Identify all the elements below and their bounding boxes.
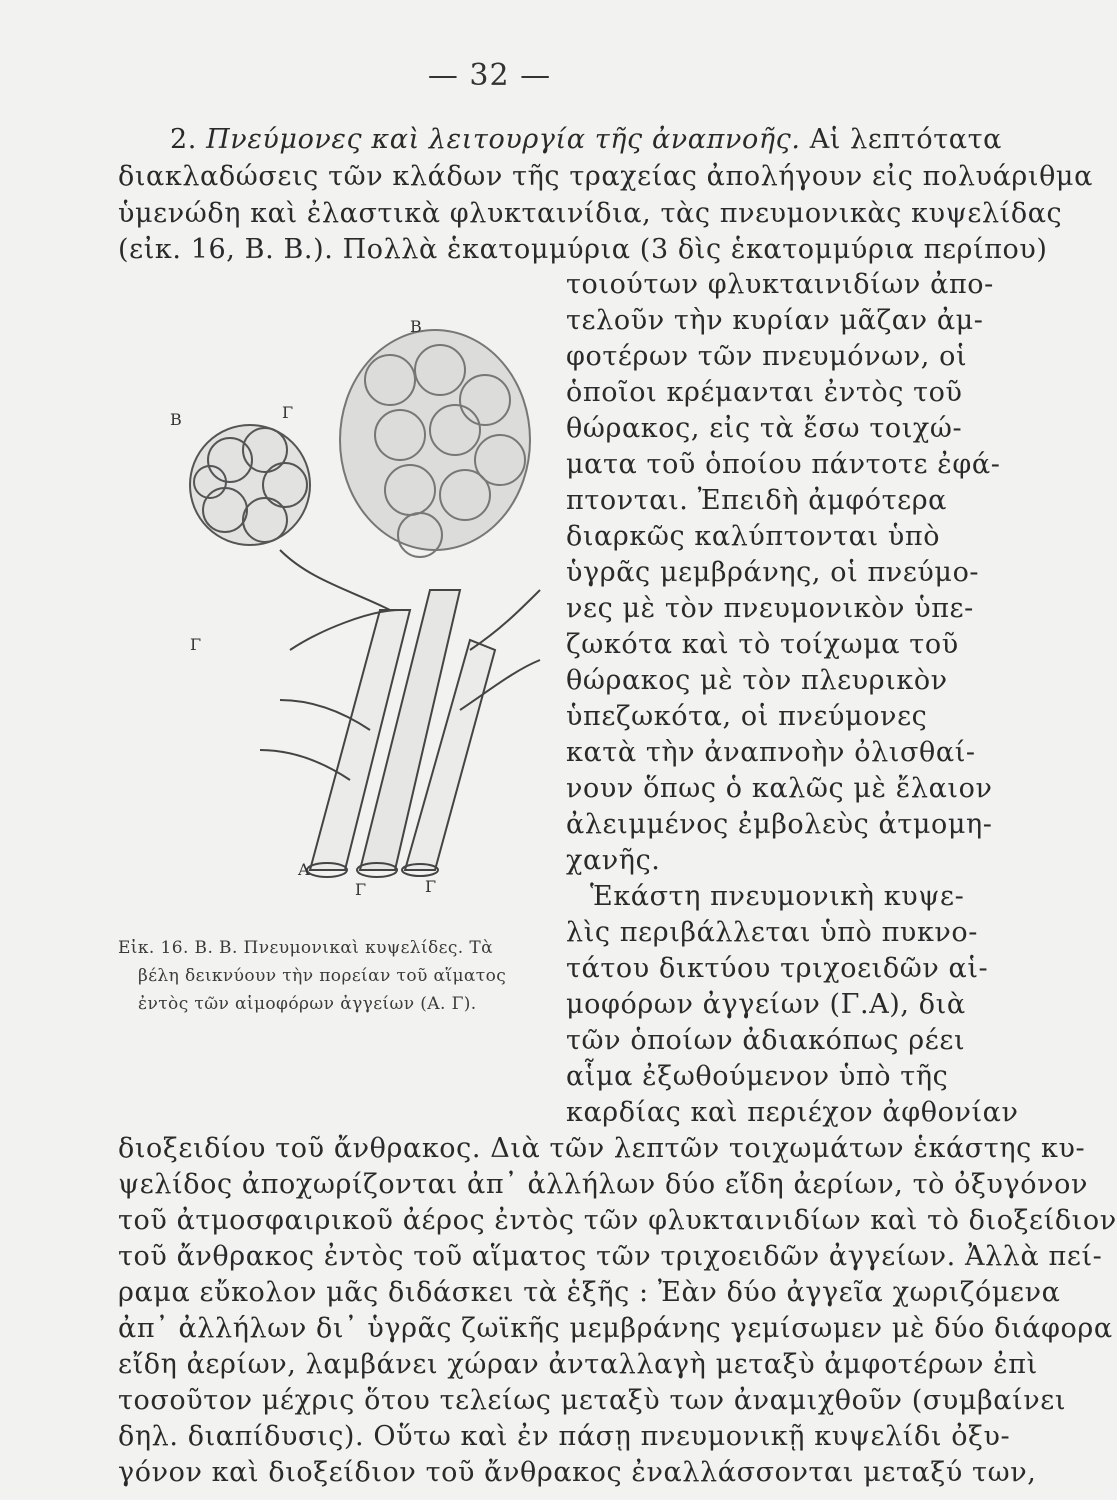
text-line: ὁποῖοι κρέμανται ἐντὸς τοῦ — [566, 377, 963, 408]
figure-label: Γ — [355, 880, 367, 899]
text-line: ζωκότα καὶ τὸ τοίχωμα τοῦ — [566, 629, 959, 660]
alveoli-illustration — [170, 310, 560, 910]
figure-label: Γ — [282, 403, 294, 422]
text-line: καρδίας καὶ περιέχον ἀφθονίαν — [566, 1097, 1019, 1128]
section-heading — [170, 123, 1002, 157]
figure-label: Α — [298, 860, 310, 879]
text-line: δηλ. διαπίδυσις). Οὕτω καὶ ἐν πάσῃ πνευμονικῇ κυψελίδι ὀξυ- — [118, 1421, 1011, 1452]
heading-number: 2. — [170, 124, 197, 155]
text-line: νουν ὅπως ὁ καλῶς μὲ ἔλαιον — [566, 773, 993, 804]
text-line: τοσοῦτον μέχρις ὅτου τελείως μεταξὺ των ἀναμιχθοῦν (συμβαίνει — [118, 1385, 1067, 1416]
text-line: ματα τοῦ ὁποίου πάντοτε ἐφά- — [566, 449, 1001, 480]
figure-caption-line: Εἰκ. 16. Β. Β. Πνευμονικαὶ κυψελίδες. Τὰ — [118, 938, 494, 958]
page-number: — 32 — — [427, 58, 552, 93]
text-line: κατὰ τὴν ἀναπνοὴν ὀλισθαί- — [566, 737, 976, 768]
text-line: γόνον καὶ διοξείδιον τοῦ ἄνθρακος ἐναλλάσσονται μεταξύ των, — [118, 1457, 1037, 1488]
text-line: θώρακος, εἰς τὰ ἔσω τοιχώ- — [566, 413, 963, 444]
text-line: τῶν ὁποίων ἀδιακόπως ρέει — [566, 1025, 966, 1056]
text-line: τάτου δικτύου τριχοειδῶν αἱ- — [566, 953, 989, 984]
text-line: (εἰκ. 16, Β. Β.). Πολλὰ ἑκατομμύρια (3 δὶς ἑκατομμύρια περίπου) — [118, 234, 1048, 265]
text-line: ἀλειμμένος ἐμβολεὺς ἀτμομη- — [566, 809, 993, 840]
text-line: διακλαδώσεις τῶν κλάδων τῆς τραχείας ἀπολήγουν εἰς πολυάριθμα — [118, 161, 1093, 192]
text-line: νες μὲ τὸν πνευμονικὸν ὑπε- — [566, 593, 974, 624]
text-line: φοτέρων τῶν πνευμόνων, οἱ — [566, 341, 968, 372]
alveolar-cluster-right — [340, 330, 530, 557]
heading-rest: Αἱ λεπτότατα — [800, 124, 1002, 155]
figure-label: Β — [410, 317, 422, 336]
text-line: διαρκῶς καλύπτονται ὑπὸ — [566, 521, 941, 552]
text-line: λὶς περιβάλλεται ὑπὸ πυκνο- — [566, 917, 979, 948]
text-line: ἀπ᾿ ἀλλήλων δι᾿ ὑγρᾶς ζωϊκῆς μεμβράνης γεμίσωμεν μὲ δύο διάφορα — [118, 1313, 1113, 1344]
figure-label: Γ — [190, 635, 202, 654]
blood-vessels — [260, 550, 540, 877]
text-line: μοφόρων ἀγγείων (Γ.Α), διὰ — [566, 989, 966, 1020]
text-line: ψελίδος ἀποχωρίζονται ἀπ᾿ ἀλλήλων δύο εἴδη ἀερίων, τὸ ὀξυγόνον — [118, 1169, 1088, 1200]
text-line: ὑπεζωκότα, οἱ πνεύμονες — [566, 701, 928, 732]
text-line: θώρακος μὲ τὸν πλευρικὸν — [566, 665, 948, 696]
text-line: χανῆς. — [566, 845, 661, 876]
text-line: ὑγρᾶς μεμβράνης, οἱ πνεύμο- — [566, 557, 980, 588]
text-line: διοξειδίου τοῦ ἄνθρακος. Διὰ τῶν λεπτῶν τοιχωμάτων ἑκάστης κυ- — [118, 1133, 1086, 1164]
text-line: τοῦ ἄνθρακος ἐντὸς τοῦ αἵματος τῶν τριχοειδῶν ἀγγείων. Ἀλλὰ πεί- — [118, 1241, 1103, 1272]
figure-label: Γ — [425, 877, 437, 896]
text-line: ραμα εὔκολον μᾶς διδάσκει τὰ ἑξῆς : Ἐὰν δύο ἀγγεῖα χωριζόμενα — [118, 1277, 1061, 1308]
text-line: τοιούτων φλυκταινιδίων ἀπο- — [566, 269, 994, 300]
alveolar-cluster-left — [190, 425, 310, 545]
heading-title: Πνεύμονες καὶ λειτουργία τῆς ἀναπνοῆς. — [206, 124, 801, 155]
figure-label: Β — [170, 410, 182, 429]
text-line: Ἑκάστη πνευμονικὴ κυψε- — [590, 881, 965, 912]
figure-caption-line: ἐντὸς τῶν αἱμοφόρων ἀγγείων (Α. Γ). — [138, 994, 477, 1014]
text-line: τελοῦν τὴν κυρίαν μᾶζαν ἀμ- — [566, 305, 984, 336]
text-line: αἷμα ἐξωθούμενον ὑπὸ τῆς — [566, 1061, 949, 1092]
text-line: πτονται. Ἐπειδὴ ἀμφότερα — [566, 485, 948, 516]
text-line: εἴδη ἀερίων, λαμβάνει χώραν ἀνταλλαγὴ μεταξὺ ἀμφοτέρων ἐπὶ — [118, 1349, 1038, 1380]
text-line: ὑμενώδη καὶ ἐλαστικὰ φλυκταινίδια, τὰς πνευμονικὰς κυψελίδας — [118, 198, 1063, 229]
text-line: τοῦ ἀτμοσφαιρικοῦ ἀέρος ἐντὸς τῶν φλυκταινιδίων καὶ τὸ διοξείδιον — [118, 1205, 1117, 1236]
figure-caption-line: βέλη δεικνύουν τὴν πορείαν τοῦ αἵματος — [138, 966, 507, 986]
